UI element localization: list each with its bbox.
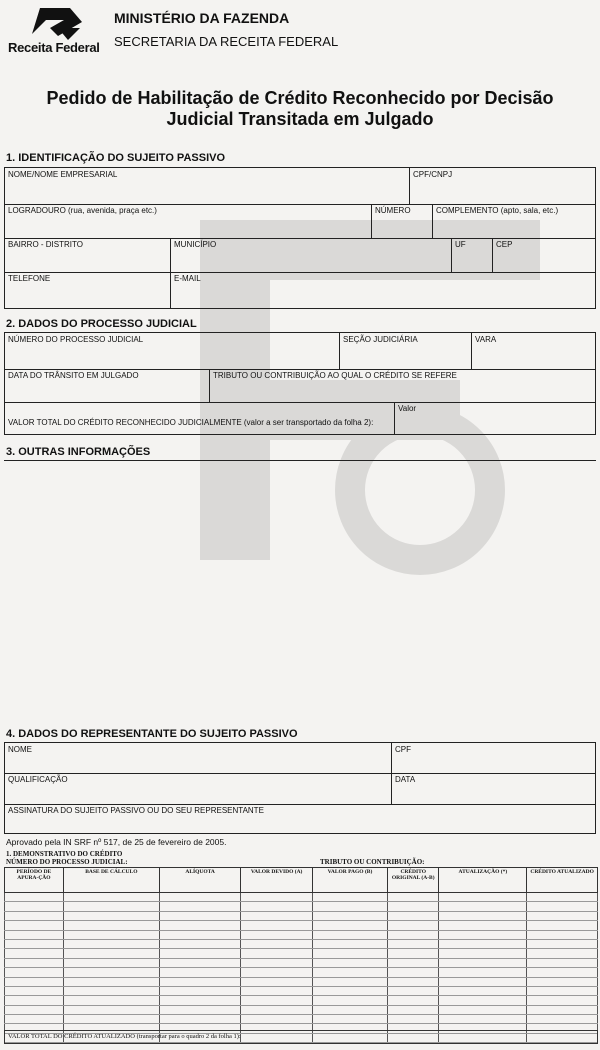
table-cell[interactable]: [159, 996, 240, 1005]
table-cell[interactable]: [63, 977, 159, 986]
label-numero-processo: NÚMERO DO PROCESSO JUDICIAL: [8, 335, 144, 344]
col-aliquota: ALÍQUOTA: [159, 868, 240, 893]
field-vara[interactable]: [471, 332, 596, 370]
table-cell[interactable]: [312, 1005, 387, 1014]
table-cell[interactable]: [312, 977, 387, 986]
label-valor-total: VALOR TOTAL DO CRÉDITO RECONHECIDO JUDICIALMENTE (valor a ser transportado da folha 2):: [8, 418, 374, 427]
table-row: [5, 949, 598, 958]
table-cell[interactable]: [159, 921, 240, 930]
col-credito-original: CRÉDITO ORIGINAL (A-B): [387, 868, 438, 893]
table-cell[interactable]: [63, 958, 159, 967]
table-cell[interactable]: [241, 996, 313, 1005]
table-cell[interactable]: [312, 968, 387, 977]
table-cell[interactable]: [5, 996, 64, 1005]
table-cell[interactable]: [63, 1005, 159, 1014]
logo-text: Receita Federal: [8, 40, 100, 55]
table-cell[interactable]: [5, 911, 64, 920]
table-cell[interactable]: [63, 902, 159, 911]
table-cell[interactable]: [241, 949, 313, 958]
table-row: [5, 977, 598, 986]
field-assinatura[interactable]: [4, 804, 596, 834]
table-cell[interactable]: [312, 1015, 387, 1024]
title-line-2: Judicial Transitada em Julgado: [166, 109, 434, 129]
section-4-title: 4. DADOS DO REPRESENTANTE DO SUJEITO PASSIVO: [6, 728, 298, 740]
ministry-name: MINISTÉRIO DA FAZENDA: [114, 10, 290, 26]
table-cell[interactable]: [5, 939, 64, 948]
label-logradouro: LOGRADOURO (rua, avenida, praça etc.): [8, 206, 157, 215]
field-valor[interactable]: [394, 402, 596, 435]
table-cell[interactable]: [527, 1005, 598, 1014]
table-cell[interactable]: [387, 986, 438, 995]
table-cell[interactable]: [439, 1005, 527, 1014]
table-cell[interactable]: [63, 986, 159, 995]
table-cell[interactable]: [241, 1005, 313, 1014]
label-assinatura: ASSINATURA DO SUJEITO PASSIVO OU DO SEU REPRESENTANTE: [8, 806, 264, 815]
table-cell[interactable]: [159, 977, 240, 986]
field-tributo[interactable]: [209, 369, 596, 403]
field-data[interactable]: [391, 773, 596, 805]
table-cell[interactable]: [63, 939, 159, 948]
field-bairro[interactable]: [4, 238, 171, 273]
label-complemento: COMPLEMENTO (apto, sala, etc.): [436, 206, 559, 215]
table-cell[interactable]: [387, 902, 438, 911]
table-cell[interactable]: [63, 911, 159, 920]
label-vara: VARA: [475, 335, 497, 344]
table-cell[interactable]: [439, 911, 527, 920]
table-cell[interactable]: [387, 996, 438, 1005]
table-cell[interactable]: [527, 977, 598, 986]
table-cell[interactable]: [312, 911, 387, 920]
table-cell[interactable]: [387, 939, 438, 948]
label-bairro: BAIRRO - DISTRITO: [8, 240, 83, 249]
label-cep: CEP: [496, 240, 513, 249]
table-cell[interactable]: [387, 968, 438, 977]
field-logradouro[interactable]: [4, 204, 372, 239]
label-cpf-cnpj: CPF/CNPJ: [413, 170, 453, 179]
table-cell[interactable]: [387, 1015, 438, 1024]
label-nome: NOME/NOME EMPRESARIAL: [8, 170, 118, 179]
table-cell[interactable]: [387, 911, 438, 920]
label-secao: SEÇÃO JUDICIÁRIA: [343, 335, 418, 344]
section-2-title: 2. DADOS DO PROCESSO JUDICIAL: [6, 318, 197, 330]
table-cell[interactable]: [312, 949, 387, 958]
page-title: [20, 88, 580, 130]
table-cell[interactable]: [241, 986, 313, 995]
table-cell[interactable]: [159, 911, 240, 920]
table-cell[interactable]: [241, 939, 313, 948]
table-cell[interactable]: [5, 930, 64, 939]
table-cell[interactable]: [241, 902, 313, 911]
table-cell[interactable]: [387, 977, 438, 986]
table-cell[interactable]: [5, 968, 64, 977]
label-rep-nome: NOME: [8, 745, 32, 754]
table-cell[interactable]: [439, 958, 527, 967]
table-cell[interactable]: [439, 1015, 527, 1024]
table-cell[interactable]: [241, 911, 313, 920]
table-cell[interactable]: [159, 930, 240, 939]
table-row: [5, 1015, 598, 1024]
table-cell[interactable]: [312, 986, 387, 995]
label-email: E-MAIL: [174, 274, 201, 283]
table-row: [5, 902, 598, 911]
field-email[interactable]: [170, 272, 596, 309]
field-cep[interactable]: [492, 238, 596, 273]
table-cell[interactable]: [527, 949, 598, 958]
table-cell[interactable]: [527, 958, 598, 967]
label-telefone: TELEFONE: [8, 274, 51, 283]
label-tributo: TRIBUTO OU CONTRIBUIÇÃO AO QUAL O CRÉDITO SE REFERE: [213, 371, 457, 380]
table-cell[interactable]: [387, 930, 438, 939]
field-rep-nome[interactable]: [4, 742, 392, 774]
demonstrativo-title: 1. DEMONSTRATIVO DO CRÉDITO: [6, 850, 123, 858]
table-cell[interactable]: [312, 902, 387, 911]
table-cell[interactable]: [387, 958, 438, 967]
table-cell[interactable]: [63, 949, 159, 958]
table-cell[interactable]: [439, 921, 527, 930]
col-periodo: PERÍODO DE APURA-ÇÃO: [5, 868, 64, 893]
field-data-transito[interactable]: [4, 369, 210, 403]
label-numero: NÚMERO: [375, 206, 411, 215]
table-row: [5, 968, 598, 977]
table-cell[interactable]: [527, 996, 598, 1005]
table-cell[interactable]: [439, 986, 527, 995]
table-cell[interactable]: [159, 968, 240, 977]
table-row: [5, 996, 598, 1005]
table-cell[interactable]: [527, 968, 598, 977]
table-cell[interactable]: [63, 893, 159, 902]
table-cell[interactable]: [527, 939, 598, 948]
table-cell[interactable]: [439, 996, 527, 1005]
table-cell[interactable]: [312, 930, 387, 939]
table-cell[interactable]: [241, 893, 313, 902]
secretaria-name: SECRETARIA DA RECEITA FEDERAL: [114, 34, 339, 49]
table-cell[interactable]: [387, 949, 438, 958]
table-cell[interactable]: [527, 930, 598, 939]
table-cell[interactable]: [5, 986, 64, 995]
table-cell[interactable]: [63, 996, 159, 1005]
table-cell[interactable]: [241, 977, 313, 986]
table-cell[interactable]: [241, 958, 313, 967]
table-cell[interactable]: [241, 1015, 313, 1024]
table-cell[interactable]: [527, 902, 598, 911]
table-cell[interactable]: [5, 1005, 64, 1014]
col-atualizacao: ATUALIZAÇÃO (*): [439, 868, 527, 893]
table-cell[interactable]: [439, 902, 527, 911]
demonstrativo-total[interactable]: [4, 1030, 598, 1044]
table-cell[interactable]: [159, 939, 240, 948]
demonstrativo-total-label: VALOR TOTAL DO CRÉDITO ATUALIZADO (transportar para o quadro 2 da folha 1):: [8, 1033, 241, 1040]
table-cell[interactable]: [439, 977, 527, 986]
label-uf: UF: [455, 240, 466, 249]
table-cell[interactable]: [527, 921, 598, 930]
table-cell[interactable]: [439, 949, 527, 958]
col-credito-atualizado: CRÉDITO ATUALIZADO: [527, 868, 598, 893]
table-cell[interactable]: [5, 949, 64, 958]
table-cell[interactable]: [5, 921, 64, 930]
table-cell[interactable]: [63, 1015, 159, 1024]
table-cell[interactable]: [159, 958, 240, 967]
table-cell[interactable]: [312, 958, 387, 967]
table-cell[interactable]: [387, 921, 438, 930]
table-cell[interactable]: [5, 958, 64, 967]
table-cell[interactable]: [312, 996, 387, 1005]
table-cell[interactable]: [387, 1005, 438, 1014]
field-valor-total-label: [4, 402, 395, 435]
table-cell[interactable]: [241, 930, 313, 939]
title-line-1: Pedido de Habilitação de Crédito Reconhecido por Decisão: [46, 88, 554, 108]
col-base-calculo: BASE DE CÁLCULO: [63, 868, 159, 893]
table-cell[interactable]: [159, 902, 240, 911]
table-cell[interactable]: [241, 921, 313, 930]
table-cell[interactable]: [387, 893, 438, 902]
table-cell[interactable]: [63, 921, 159, 930]
field-rep-cpf[interactable]: [391, 742, 596, 774]
table-cell[interactable]: [527, 911, 598, 920]
field-outras-informacoes[interactable]: [4, 460, 596, 722]
field-telefone[interactable]: [4, 272, 171, 309]
table-cell[interactable]: [5, 893, 64, 902]
table-cell[interactable]: [241, 968, 313, 977]
table-row: [5, 1005, 598, 1014]
approval-note: Aprovado pela IN SRF nº 517, de 25 de fevereiro de 2005.: [6, 837, 227, 847]
field-qualificacao[interactable]: [4, 773, 392, 805]
table-cell[interactable]: [159, 986, 240, 995]
label-qualificacao: QUALIFICAÇÃO: [8, 775, 68, 784]
table-row: [5, 939, 598, 948]
table-cell[interactable]: [63, 968, 159, 977]
table-cell[interactable]: [63, 930, 159, 939]
table-row: [5, 911, 598, 920]
field-uf[interactable]: [451, 238, 493, 273]
field-nome-empresarial[interactable]: [4, 167, 410, 205]
table-cell[interactable]: [439, 930, 527, 939]
col-valor-devido: VALOR DEVIDO (A): [241, 868, 313, 893]
label-data: DATA: [395, 775, 416, 784]
table-cell[interactable]: [439, 893, 527, 902]
col-valor-pago: VALOR PAGO (B): [312, 868, 387, 893]
field-cpf-cnpj[interactable]: [409, 167, 596, 205]
section-1-title: 1. IDENTIFICAÇÃO DO SUJEITO PASSIVO: [6, 152, 226, 164]
table-cell[interactable]: [5, 902, 64, 911]
table-cell[interactable]: [527, 986, 598, 995]
table-cell[interactable]: [439, 968, 527, 977]
table-cell[interactable]: [312, 939, 387, 948]
table-row: [5, 930, 598, 939]
table-row: [5, 921, 598, 930]
table-row: [5, 986, 598, 995]
table-row: [5, 958, 598, 967]
field-numero[interactable]: [371, 204, 433, 239]
table-cell[interactable]: [159, 893, 240, 902]
table-row: [5, 893, 598, 902]
table-cell[interactable]: [312, 893, 387, 902]
label-municipio: MUNICÍPIO: [174, 240, 217, 249]
table-cell[interactable]: [439, 939, 527, 948]
table-cell[interactable]: [312, 921, 387, 930]
field-complemento[interactable]: [432, 204, 596, 239]
table-cell[interactable]: [527, 893, 598, 902]
field-municipio[interactable]: [170, 238, 452, 273]
table-cell[interactable]: [527, 1015, 598, 1024]
demonstrativo-table: [4, 867, 598, 1043]
table-cell[interactable]: [159, 1005, 240, 1014]
table-cell[interactable]: [159, 949, 240, 958]
label-valor: Valor: [398, 404, 417, 413]
table-cell[interactable]: [5, 977, 64, 986]
table-cell[interactable]: [159, 1015, 240, 1024]
header: [4, 4, 596, 56]
label-data-transito: DATA DO TRÂNSITO EM JULGADO: [8, 371, 139, 380]
table-cell[interactable]: [5, 1015, 64, 1024]
label-rep-cpf: CPF: [395, 745, 411, 754]
field-numero-processo[interactable]: [4, 332, 340, 370]
demonstrativo-processo-label: NÚMERO DO PROCESSO JUDICIAL:: [6, 858, 128, 866]
demonstrativo-credito: [4, 850, 598, 1046]
demonstrativo-tributo-label: TRIBUTO OU CONTRIBUIÇÃO:: [320, 858, 425, 866]
section-3-title: 3. OUTRAS INFORMAÇÕES: [6, 446, 151, 458]
field-secao-judiciaria[interactable]: [339, 332, 472, 370]
